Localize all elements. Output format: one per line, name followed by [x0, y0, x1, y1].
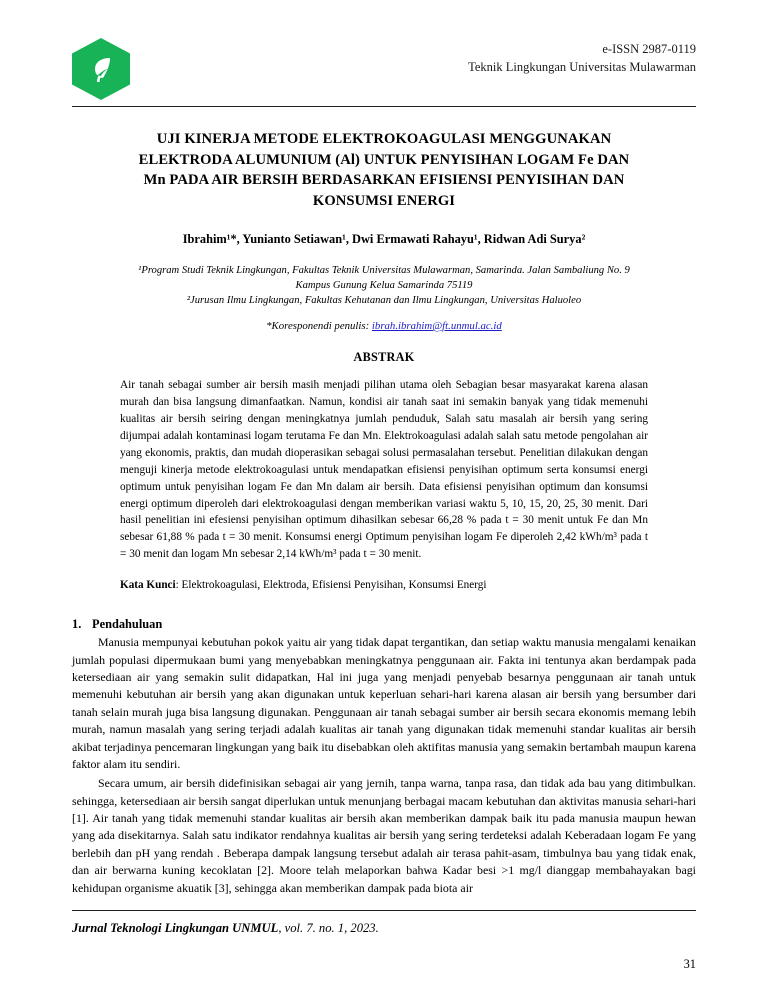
keywords-value: : Elektrokoagulasi, Elektroda, Efisiensi Penyisihan, Konsumsi Energi [175, 579, 487, 592]
correspondence-label: *Koresponendi penulis: [266, 319, 372, 332]
publisher-affiliation: Teknik Lingkungan Universitas Mulawarman [468, 60, 696, 75]
footer-citation [72, 921, 696, 936]
title-line-2: ELEKTRODA ALUMUNIUM (Al) UNTUK PENYISIHAN LOGAM Fe DAN [138, 151, 630, 168]
masthead [72, 38, 696, 100]
affiliation-1: ¹Program Studi Teknik Lingkungan, Fakultas Teknik Universitas Mulawarman, Samarinda. Jalan Sambaliung No. 9 [138, 264, 630, 276]
author-list: Ibrahim¹*, Yunianto Setiawan¹, Dwi Ermawati Rahayu¹, Ridwan Adi Surya² [182, 231, 586, 246]
keywords [120, 579, 648, 591]
section-body [72, 634, 696, 897]
correspondence-line [72, 320, 696, 332]
affiliations [88, 263, 680, 308]
abstract-heading: ABSTRAK [353, 349, 415, 364]
section-title: Pendahuluan [92, 617, 163, 632]
issn-text: e-ISSN 2987-0119 [602, 42, 696, 56]
title-line-3: Mn PADA AIR BERSIH BERDASARKAN EFISIENSI PENYISIHAN DAN [143, 172, 625, 189]
keywords-label: Kata Kunci [120, 579, 176, 592]
paragraph-1: Manusia mempunyai kebutuhan pokok yaitu air yang tidak dapat tergantikan, dan setiap waktu manusia mengalami kenaikan jumlah populasi dipermukaan bumi yang menyebabkan meningkatnya penggunaan air. Fakta ini tentunya akan berdampak pada ketersediaan air yang semakin sulit didapatkan, Hal ini juga yang menjadi penyebab besarnya penggunaan air tanah untuk memenuhi kebutuhan air bersih yang akan digunakan untuk keperluan sehari-hari karena alasan air bersih yang bersumber dari tanah selain murah juga bisa langsung digunakan. Penggunaan air tanah sebagai sumber air bersih secara ekonomis memang lebih murah, namun masalah yang sering terjadi adalah kualitas air tanah yang digunakan tidak memenuhi standar kualitas air bersih akibat terjadinya pencemaran lingkungan yang baik itu disebabkan oleh aktifitas manusia yang semakin bertambah maupun karena faktor alam itu sendiri. [72, 635, 696, 771]
affiliation-2: ²Jurusan Ilmu Lingkungan, Fakultas Kehutanan dan Ilmu Lingkungan, Universitas Haluoleo [186, 294, 582, 306]
footer-issue: , vol. 7. no. 1, 2023. [278, 921, 379, 935]
correspondence-email-link[interactable]: ibrah.ibrahim@ft.unmul.ac.id [371, 319, 502, 332]
section-heading [72, 617, 696, 632]
journal-meta [468, 38, 696, 76]
footer-divider [72, 910, 696, 911]
title-line-1: UJI KINERJA METODE ELEKTROKOAGULASI MENGGUNAKAN [156, 131, 612, 147]
section-number: 1. [72, 617, 82, 632]
page-number: 31 [683, 957, 696, 971]
footer-journal-name: Jurnal Teknologi Lingkungan UNMUL [72, 921, 279, 935]
journal-logo [72, 38, 144, 100]
page-title [80, 129, 688, 212]
abstract-text: Air tanah sebagai sumber air bersih masih menjadi pilihan utama oleh Sebagian besar masyarakat karena alasan murah dan bisa langsung dimanfaatkan. Namun, kondisi air tanah saat ini semakin banyak yang tidak memenuhi kualitas air bersih seiring dengan meningkatnya jumlah penduduk, Salah satu masalah air bersih yang sering dijumpai adalah kontaminasi logam terutama Fe dan Mn. Elektrokoagulasi adalah salah satu metode pengolahan air yang ekonomis, praktis, dan mudah dioperasikan sebagai solusi permasalahan tersebut. Penelitian dilakukan dengan menguji kinerja metode elektrokoagulasi untuk mendapatkan efisiensi penyisihan optimum serta konsumsi energi optimum untuk penyisihan logam Fe dan Mn dalam air bersih. Data efisiensi penyisihan optimum dan konsumsi energi optimum diperoleh dari elektrokoagulasi dengan memberikan variasi waktu 5, 10, 15, 20, 25, 30 menit. Dari hasil penelitian ini efesiensi penyisihan optimum dihasilkan sebesar 66,28 % pada t = 30 menit untuk Fe dan Mn sebesar 61,88 % pada t = 30 menit. Konsumsi energi Optimum penyisihan logam Fe diperoleh 2,42 kWh/m³ pada t = 30 menit dan logam Mn sebesar 2,14 kWh/m³ pada t = 30 menit. [120, 378, 648, 561]
header-divider [72, 106, 696, 107]
paragraph-2: Secara umum, air bersih didefinisikan sebagai air yang jernih, tanpa warna, tanpa rasa, dan tidak ada bau yang ditimbulkan. sehingga, ketersediaan air bersih sangat diperlukan untuk menunjang berbagai macam kebutuhan dan aktivitas manusia sehari-hari [1]. Air tanah yang tidak memenuhi standar kualitas air bersih akan memberikan dampak baik itu pada manusia maupun hewan yang ada disekitarnya. Salah satu indikator rendahnya kualitas air bersih yang sering terdeteksi adalah Keberadaan logam Fe yang berlebih dan pH yang rendah . Beberapa dampak langsung tersebut adalah air terasa pahit-asam, timbulnya bau yang tidak enak, dan air berwarna kuning kecoklatan [2]. Moore telah melaporkan bahwa Kadar besi >1 mg/l dianggap membahayakan bagi kehidupan organisme akuatik [3], sehingga akan memberikan dampak pada biota air [72, 776, 696, 895]
affiliation-1-cont: Kampus Gunung Kelua Samarinda 75119 [295, 279, 473, 291]
page-footer [72, 910, 696, 936]
title-line-4: KONSUMSI ENERGI [312, 193, 456, 210]
leaf-hexagon-logo-icon [72, 38, 130, 100]
